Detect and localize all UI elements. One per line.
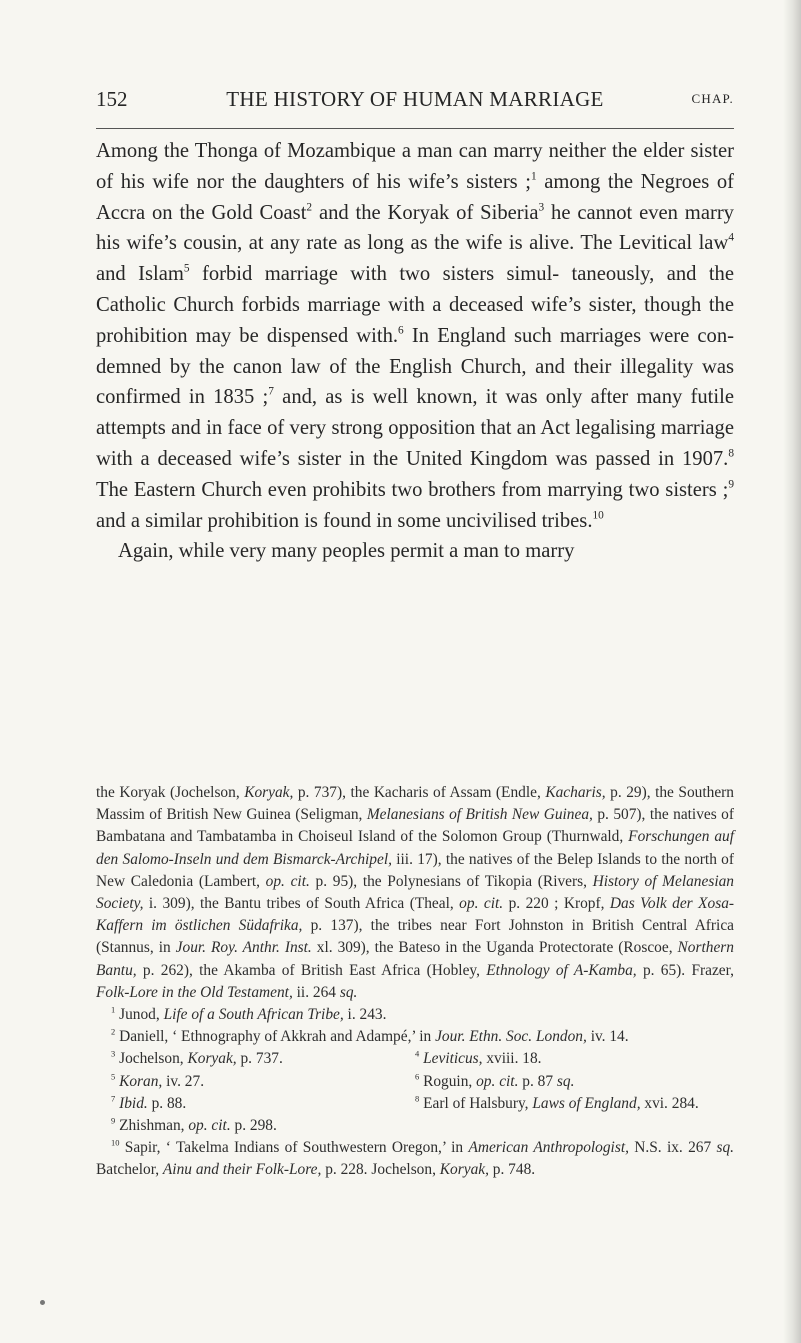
paragraph-1: Among the Thonga of Mozambique a man can marry neither the elder sister of his wife nor the daughters of his wife’s sisters ;$^1$ among the Negroes of Accra on the Gold Coast$^2$ and the Koryak of Siberia$^3$ he cannot even marry his wife’s cousin, at any rate as long as the wife is alive. The Levitical law$^4$ and Islam$^5$ forbid marriage with two sisters simul- taneously, and the Catholic Church forbids marriage with a deceased wife’s sister, though the prohibition may be dispensed with.$^6$ In England such marriages were con- demned by the canon law of the English Church, and their illegality was confirmed in 1835 ;$^7$ and, as is well known, it was only after many futile attempts and in face of very strong opposition that an Act legalising marriage with a deceased wife’s sister in the United Kingdom was passed in 1907.$^8$ The Eastern Church even prohibits two brothers from marrying two sisters ;$^9$ and a similar prohibition is found in some uncivilised tribes.$^{10}$ (96, 140, 734, 532)
footnote-3: $^3$ Jochelson, Koryak, p. 737. (111, 1049, 283, 1068)
footnote-6: $^6$ Roguin, op. cit. p. 87 sq. (415, 1071, 575, 1090)
page-number: 152 (96, 87, 128, 111)
footnote-10: $^{10}$ Sapir, ‘ Takelma Indians of Southwestern Oregon,’ in American Anthropologist, N.S. ix. 267 sq. Batchelor, Ainu and their Folk-Lore, p. 228. Jochelson, Koryak, p. 748. (96, 1137, 735, 1179)
footnote-4: $^4$ Leviticus, xviii. 18. (415, 1049, 542, 1068)
footnote-8: $^8$ Earl of Halsbury, Laws of England, xvi. 284. (415, 1093, 699, 1112)
chapter-label: CHAP. (691, 91, 734, 106)
footnote-row-7-8 (96, 1093, 734, 1115)
print-speck (40, 1300, 45, 1305)
footnote-ref: 8 (728, 447, 734, 460)
footnote-ref: 1 (531, 170, 537, 183)
footnote-row-5-6 (96, 1071, 734, 1093)
footnote-ref: 2 (306, 201, 313, 214)
footnote-row-3-4 (96, 1048, 734, 1070)
footnote-7: $^7$ Ibid. p. 88. (111, 1093, 187, 1112)
footnote-1: $^1$ Junod, Life of a South African Tribe, i. 243. (111, 1004, 387, 1024)
page-edge-shadow (783, 0, 801, 1343)
header-rule (96, 128, 734, 129)
footnote-ref: 3 (538, 201, 545, 214)
running-title: THE HISTORY OF HUMAN MARRIAGE (226, 87, 604, 111)
footnote-ref: 6 (398, 324, 404, 337)
paragraph-2: Again, while very many peoples permit a man to marry (118, 540, 575, 563)
footnote-ref: 10 (592, 509, 604, 522)
footnote-5: $^5$ Koran, iv. 27. (111, 1071, 205, 1090)
main-text (96, 136, 734, 567)
running-header (96, 84, 734, 114)
footnote-ref: 7 (268, 385, 274, 398)
footnote-ref: 4 (728, 231, 734, 244)
footnote-2: $^2$ Daniell, ‘ Ethnography of Akkrah and Adampé,’ in Jour. Ethn. Soc. London, iv. 14. (111, 1026, 629, 1046)
footnote-ref: 5 (183, 262, 190, 275)
footnote-continuation: the Koryak (Jochelson, Koryak, p. 737), the Kacharis of Assam (Endle, Kacharis, p. 29), the Southern Massim of British New Guinea (Seligman, Melanesians of British New Guinea, p. 507), the natives of Bambatana and Tambatamba in Choiseul Island of the Solomon Group (Thurnwald, Forschungen auf den Salomo-Inseln und dem Bismarck-Archipel, iii. 17), the natives of the Belep Islands to the north of New Caledonia (Lambert, op. cit. p. 95), the Polynesians of Tikopia (Rivers, History of Melanesian Society, i. 309), the Bantu tribes of South Africa (Theal, op. cit. p. 220 ; Kropf, Das Volk der Xosa-Kaffern im östlichen Südafrika, p. 137), the tribes near Fort Johnston in British Central Africa (Stannus, in Jour. Roy. Anthr. Inst. xl. 309), the Bateso in the Uganda Protectorate (Roscoe, Northern Bantu, p. 262), the Akamba of British East Africa (Hobley, Ethnology of A-Kamba, p. 65). Frazer, Folk-Lore in the Old Testament, ii. 264 sq. (96, 784, 735, 1001)
footnotes (96, 782, 734, 1182)
footnote-9: $^9$ Zhishman, op. cit. p. 298. (111, 1115, 277, 1135)
footnote-ref: 9 (728, 478, 734, 491)
